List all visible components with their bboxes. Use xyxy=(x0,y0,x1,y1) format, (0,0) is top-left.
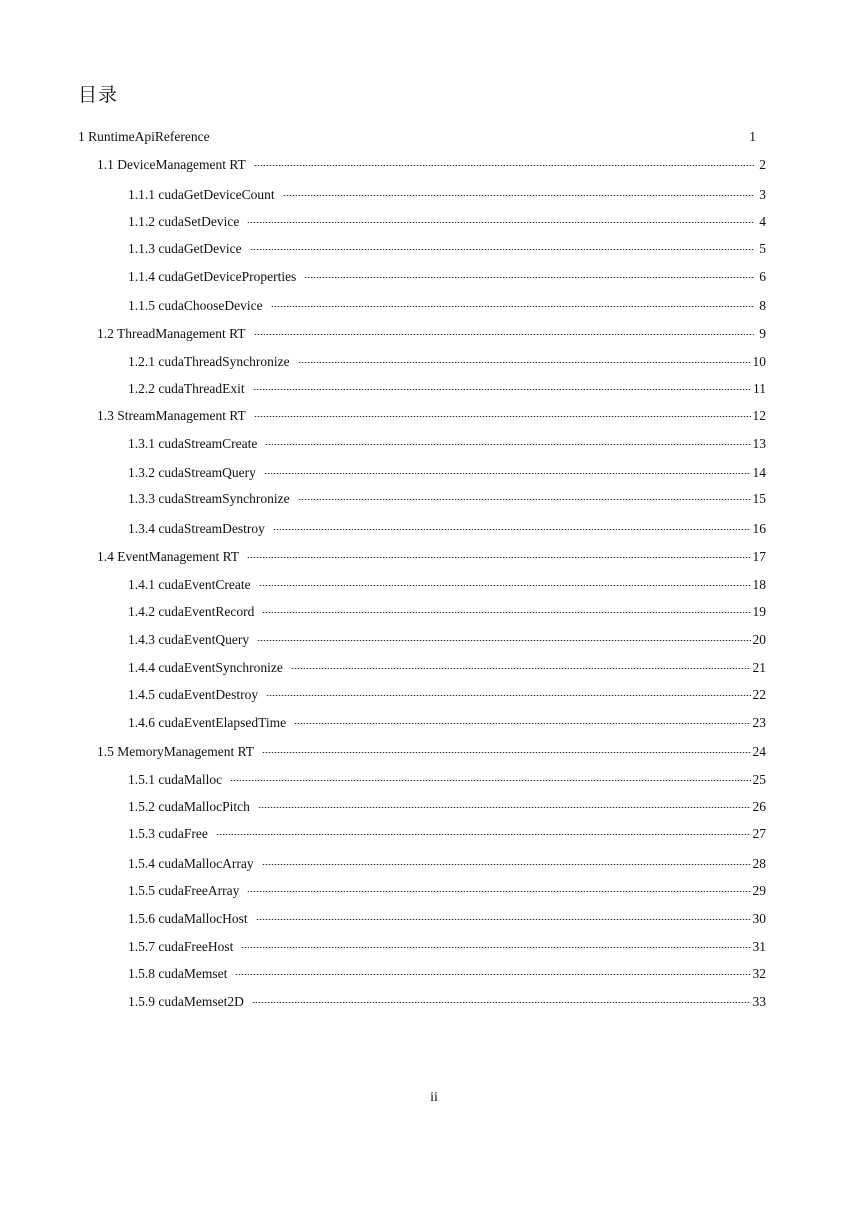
toc-entry-page: 17 xyxy=(752,549,766,564)
toc-entry-label: 1.4.4 cudaEventSynchronize xyxy=(128,660,283,675)
toc-entry-label: 1.1.5 cudaChooseDevice xyxy=(128,298,263,313)
toc-entry[interactable] xyxy=(97,156,766,174)
dot-leader xyxy=(262,752,750,753)
toc-entry[interactable] xyxy=(128,882,766,900)
toc-entry[interactable] xyxy=(128,268,766,286)
toc-entry[interactable] xyxy=(128,965,766,983)
dot-leader xyxy=(262,612,750,613)
toc-entry-page: 2 xyxy=(759,157,766,172)
toc-entry[interactable] xyxy=(128,297,766,315)
toc-entry[interactable] xyxy=(128,659,766,677)
toc-entry[interactable] xyxy=(128,686,766,704)
toc-entry-label: 1.5.8 cudaMemset xyxy=(128,966,228,981)
dot-leader xyxy=(283,195,754,196)
toc-entry[interactable] xyxy=(128,855,766,873)
toc-entry-label: 1.3.3 cudaStreamSynchronize xyxy=(128,491,290,506)
dot-leader xyxy=(264,473,751,474)
toc-entry-label: 1.5.9 cudaMemset2D xyxy=(128,994,244,1009)
toc-entry-page: 23 xyxy=(752,715,766,730)
toc-entry-page: 32 xyxy=(752,966,766,981)
toc-entry-label: 1.1.1 cudaGetDeviceCount xyxy=(128,187,275,202)
dot-leader xyxy=(218,137,744,138)
toc-entry[interactable] xyxy=(128,353,766,371)
toc-entry-page: 13 xyxy=(752,436,766,451)
toc-entry-page: 30 xyxy=(752,911,766,926)
toc-entry-page: 11 xyxy=(753,381,766,396)
toc-entry-page: 19 xyxy=(752,604,766,619)
toc-entry-label: 1.4.5 cudaEventDestroy xyxy=(128,687,259,702)
toc-entry-label: 1.1.2 cudaSetDevice xyxy=(128,214,240,229)
toc-entry[interactable] xyxy=(128,910,766,928)
toc-entry[interactable] xyxy=(97,325,766,343)
toc-entry-label: 1.3.1 cudaStreamCreate xyxy=(128,436,258,451)
dot-leader xyxy=(298,362,751,363)
dot-leader xyxy=(266,695,750,696)
toc-entry-label: 1.4.6 cudaEventElapsedTime xyxy=(128,715,287,730)
dot-leader xyxy=(241,947,750,948)
toc-entry-label: 1.5.4 cudaMallocArray xyxy=(128,856,254,871)
toc-entry-label: 1.5.5 cudaFreeArray xyxy=(128,883,240,898)
toc-entry-page: 16 xyxy=(752,521,766,536)
toc-entry[interactable] xyxy=(128,240,766,258)
page-title: 目录 xyxy=(78,84,119,106)
toc-entry-page: 25 xyxy=(752,772,766,787)
toc-entry-label: 1.5.6 cudaMallocHost xyxy=(128,911,248,926)
toc-entry-label: 1.4 EventManagement RT xyxy=(97,549,240,564)
toc-entry-label: 1.1.4 cudaGetDeviceProperties xyxy=(128,269,297,284)
toc-entry-page: 8 xyxy=(759,298,766,313)
toc-entry[interactable] xyxy=(128,464,766,482)
toc-entry[interactable] xyxy=(128,714,766,732)
dot-leader xyxy=(265,444,750,445)
dot-leader xyxy=(247,222,754,223)
toc-entry[interactable] xyxy=(128,993,766,1011)
toc-entry-label: 1.3 StreamManagement RT xyxy=(97,408,246,423)
toc-entry[interactable] xyxy=(128,380,766,398)
toc-entry-page: 5 xyxy=(759,241,766,256)
toc-entry[interactable] xyxy=(128,186,766,204)
toc-entry-label: 1.3.2 cudaStreamQuery xyxy=(128,465,256,480)
toc-entry-label: 1.5 MemoryManagement RT xyxy=(97,744,255,759)
toc-entry[interactable] xyxy=(128,520,766,538)
toc-entry-page: 9 xyxy=(759,326,766,341)
dot-leader xyxy=(259,585,751,586)
dot-leader xyxy=(230,780,750,781)
toc-entry-label: 1.5.3 cudaFree xyxy=(128,826,208,841)
toc-entry-label: 1.5.1 cudaMalloc xyxy=(128,772,223,787)
toc-entry-page: 20 xyxy=(752,632,766,647)
toc-entry-label: 1.5.2 cudaMallocPitch xyxy=(128,799,250,814)
toc-entry-page: 26 xyxy=(752,799,766,814)
toc-entry-label: 1.5.7 cudaFreeHost xyxy=(128,939,234,954)
toc-entry-page: 14 xyxy=(752,465,766,480)
toc-entry-page: 21 xyxy=(752,660,766,675)
toc-entry-page: 10 xyxy=(752,354,766,369)
dot-leader xyxy=(247,557,750,558)
dot-leader xyxy=(298,499,751,500)
toc-entry[interactable] xyxy=(128,771,766,789)
toc-entry[interactable] xyxy=(128,825,766,843)
toc-entry-label: 1.1 DeviceManagement RT xyxy=(97,157,246,172)
toc-entry[interactable] xyxy=(128,435,766,453)
toc-entry-page: 24 xyxy=(752,744,766,759)
dot-leader xyxy=(254,334,754,335)
toc-entry-page: 15 xyxy=(752,491,766,506)
dot-leader xyxy=(256,919,751,920)
toc-entry-label: 1.2.2 cudaThreadExit xyxy=(128,381,245,396)
dot-leader xyxy=(294,723,750,724)
toc-entry-label: 1 RuntimeApiReference xyxy=(78,129,210,144)
toc-entry[interactable] xyxy=(97,548,766,566)
toc-entry-page: 31 xyxy=(752,939,766,954)
toc-entry-page: 29 xyxy=(752,883,766,898)
toc-entry-page: 18 xyxy=(752,577,766,592)
dot-leader xyxy=(247,891,750,892)
dot-leader xyxy=(254,416,751,417)
toc-entry[interactable] xyxy=(78,128,766,146)
toc-entry-label: 1.4.1 cudaEventCreate xyxy=(128,577,251,592)
dot-leader xyxy=(271,306,754,307)
dot-leader xyxy=(253,389,751,390)
toc-entry-page: 22 xyxy=(752,687,766,702)
dot-leader xyxy=(258,807,751,808)
dot-leader xyxy=(254,165,754,166)
toc-entry[interactable] xyxy=(128,490,766,508)
toc-entry[interactable] xyxy=(97,407,766,425)
toc-entry-label: 1.4.2 cudaEventRecord xyxy=(128,604,255,619)
toc-entry-label: 1.3.4 cudaStreamDestroy xyxy=(128,521,265,536)
toc-entry[interactable] xyxy=(128,603,766,621)
toc-entry[interactable] xyxy=(128,576,766,594)
dot-leader xyxy=(250,249,754,250)
toc-entry[interactable] xyxy=(128,213,766,231)
toc-entry-page: 33 xyxy=(752,994,766,1009)
toc-entry-page: 12 xyxy=(752,408,766,423)
dot-leader xyxy=(273,529,751,530)
dot-leader xyxy=(235,974,750,975)
toc-entry[interactable] xyxy=(128,631,766,649)
toc-entry-label: 1.1.3 cudaGetDevice xyxy=(128,241,242,256)
toc-entry-label: 1.4.3 cudaEventQuery xyxy=(128,632,250,647)
toc-entry-page: 1 xyxy=(749,129,756,144)
toc-entry[interactable] xyxy=(128,938,766,956)
toc-entry-label: 1.2.1 cudaThreadSynchronize xyxy=(128,354,290,369)
page-number: ii xyxy=(430,1090,438,1105)
toc-entry-page: 27 xyxy=(752,826,766,841)
toc-entry[interactable] xyxy=(128,798,766,816)
toc-entry[interactable] xyxy=(97,743,766,761)
toc-entry-page: 6 xyxy=(759,269,766,284)
toc-entry-page: 4 xyxy=(759,214,766,229)
dot-leader xyxy=(262,864,751,865)
dot-leader xyxy=(216,834,751,835)
dot-leader xyxy=(252,1002,751,1003)
toc-entry-page: 28 xyxy=(752,856,766,871)
dot-leader xyxy=(257,640,750,641)
toc-entry-label: 1.2 ThreadManagement RT xyxy=(97,326,246,341)
toc-entry-page: 3 xyxy=(759,187,766,202)
dot-leader xyxy=(304,277,754,278)
dot-leader xyxy=(291,668,751,669)
